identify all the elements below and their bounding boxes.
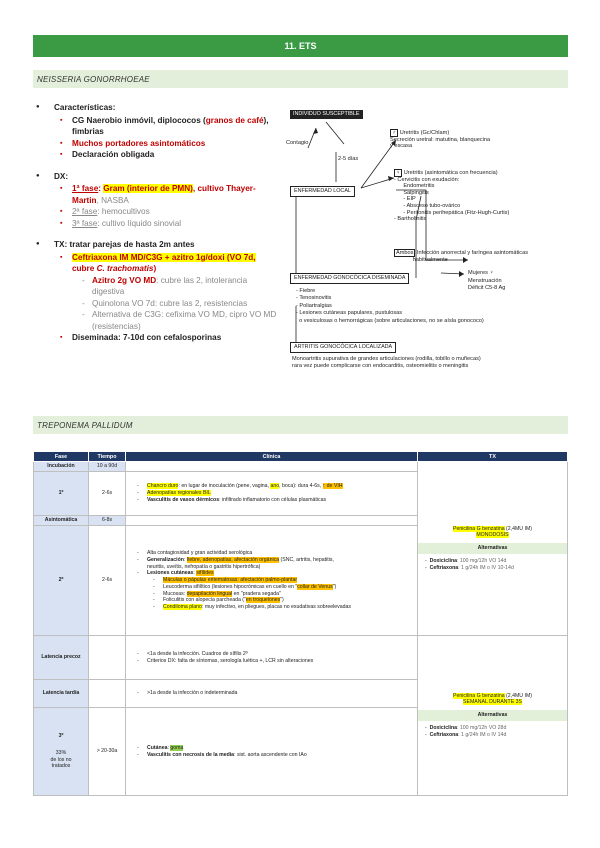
- table-row: 2º 2-6s - Alta contagiosidad y gran actividad serológica - Generalización: fiebre, adenopatías, afectación orgánica (SNC, artritis, hepatitis, neuritis, uveítis, nefropatía o gastritis hipertrófica) - Lesiones cutáneas: sifílides - Máculas o pápulas eritematosas: afectación palmo-plantar - Leucoderma sifilítico (lesiones hipocrómicas en cuello en "collar de Venus") - Mucosas: depapilación lingual en "pradera segada" - Foliculitis con alopecia parcheada ("en troquelones") - Condiloma plano: muy infectivo, en pliegues, placas no exudativas sobreelevadas: [34, 526, 568, 636]
- bullet-tx-quinolona: - Quinolona VO 7d: cubre las 2, resistencias: [36, 298, 281, 310]
- bullet-dx-fase1: ▪ 1ª fase: Gram (interior de PMN), cultivo Thayer-Martin, NASBA: [36, 183, 281, 206]
- page-title: 11. ETS: [33, 35, 568, 57]
- bullet-cg: ▪ CG Naerobio inmóvil, diplococos (granos de café), fimbrias: [36, 115, 281, 138]
- caracteristicas-heading: ● Características:: [36, 102, 281, 114]
- treponema-table: [33, 451, 568, 796]
- col-clinica: Clínica: [126, 452, 418, 462]
- col-tx: TX: [418, 452, 568, 462]
- table-row: Latencia precoz - <1a desde la infección. Cuadros de sífilis 2º - Criterios DX: falta de síntomas, serología luética +, LCR sin alteraciones Penicilina G benzatina (2,4MU IM) SEMANAL DURANTE 3S Alternativas - Doxiciclina: 100 mg/12h VO 28d - Ceftriaxona: 1 g/24h IM o IV 14d: [34, 636, 568, 680]
- ambos-text: Ambos Infección anorrectal y faríngea asintomáticas habitualmente: [396, 250, 528, 263]
- artritis-text: Monoartritis supurativa de grandes articulaciones (rodilla, tobillo o muñecas) rara vez puede complicarse con endocarditis, osteomielitis o meningitis: [292, 356, 481, 369]
- tx-heading: ● TX: tratar parejas de hasta 2m antes: [36, 239, 281, 251]
- bullet-portadores: ▪ Muchos portadores asintomáticos: [36, 138, 281, 150]
- box-artritis: ARTRITIS GONOCÓCICA LOCALIZADA: [290, 342, 396, 353]
- table-header-row: [34, 452, 568, 462]
- label-contagio: Contagio: [286, 140, 309, 146]
- bullet-dx-fase2: ▪ 2ª fase: hemocultivos: [36, 206, 281, 218]
- gonorrhoeae-notes: [36, 102, 281, 344]
- label-dias: 2-5 días: [338, 156, 359, 162]
- table-row: 3º 33% de los no tratados > 20-30a - Cutánea: goma - Vasculitis con necrosis de la media: sist. aorta ascendente con IAo: [34, 708, 568, 796]
- bullet-dx-fase3: ▪ 3ª fase: cultivo líquido sinovial: [36, 218, 281, 230]
- col-tiempo: Tiempo: [89, 452, 126, 462]
- col-fase: Fase: [34, 452, 89, 462]
- bullet-declaracion: ▪ Declaración obligada: [36, 149, 281, 161]
- factores-text: Mujeres ♀ Menstruación Déficit C5-8 Ag: [468, 270, 506, 292]
- bullet-tx-azitro: - Azitro 2g VO MD: cubre las 2, intolerancia digestiva: [36, 275, 281, 298]
- table-row: Latencia tardía - >1a desde la infección o indeterminada: [34, 680, 568, 708]
- dx-heading: ● DX:: [36, 171, 281, 183]
- tx-cell-top: Penicilina G benzatina (2,4MU IM) MONODOSIS Alternativas - Doxiciclina: 100 mg/12h VO 14d - Ceftriaxona: 1 g/24h IM o IV 10-14d: [418, 462, 568, 636]
- tx-cell-bottom: Penicilina G benzatina (2,4MU IM) SEMANAL DURANTE 3S Alternativas - Doxiciclina: 100 mg/12h VO 28d - Ceftriaxona: 1 g/24h IM o IV 14d: [418, 636, 568, 796]
- section-header-gonorrhoeae: NEISSERIA GONORRHOEAE: [33, 70, 568, 88]
- bullet-tx-diseminada: ▪ Diseminada: 7-10d con cefalosporinas: [36, 332, 281, 344]
- box-diseminada: ENFERMEDAD GONOCÓCICA DISEMINADA: [290, 273, 409, 284]
- table-row: 1º 2-6s - Chancro duro: en lugar de inoculación (pene, vagina, ano, boca): dura 4-6s, ↑ de VIH - Adenopatías regionales BIL - Vasculitis de vasos dérmicos: infiltrado inflamatorio con células plasmáticas: [34, 472, 568, 516]
- varones-text: ♂ Uretritis (Gc/Chlam) Secreción uretral: matutina, blanquecina y escasa: [390, 130, 491, 150]
- gonorrhoeae-flow-diagram: [286, 110, 570, 372]
- table-row: Asintomática 6-8s: [34, 516, 568, 526]
- bullet-tx-alternativa: - Alternativa de C3G: cefixima VO MD, cipro VO MD (resistencias): [36, 309, 281, 332]
- table-row: Incubación 10 a 90d Penicilina G benzatina (2,4MU IM) MONODOSIS Alternativas - Doxiciclina: 100 mg/12h VO 14d - Ceftriaxona: 1 g/24h IM o IV 10-14d: [34, 462, 568, 472]
- box-enfermedad-local: ENFERMEDAD LOCAL: [290, 186, 355, 197]
- mujeres-text: ♀ Uretritis (asintomática con frecuencia) - Cervicitis con exudación: Endometritis Salpingitis - EIP - Absceso tubo-ovárico - Peritonitis perihepática (Fitz-Hugh-Curtis) - Bartholinitis: [394, 170, 510, 223]
- box-individuo: INDIVIDUO SUSCEPTIBLE: [290, 110, 363, 119]
- bullet-tx-main: ▪ Ceftriaxona IM MD/C3G + azitro 1g/doxi (VO 7d, cubre C. trachomatis): [36, 252, 281, 275]
- sintomas-diseminada: - Fiebre - Tenosinovitis - Poliartralgias - Lesiones cutáneas papulares, pustulosas o vesiculosas o hemorrágicas (sobre articulaciones, no se aísla gonococo): [296, 288, 484, 324]
- section-header-treponema: TREPONEMA PALLIDUM: [33, 416, 568, 434]
